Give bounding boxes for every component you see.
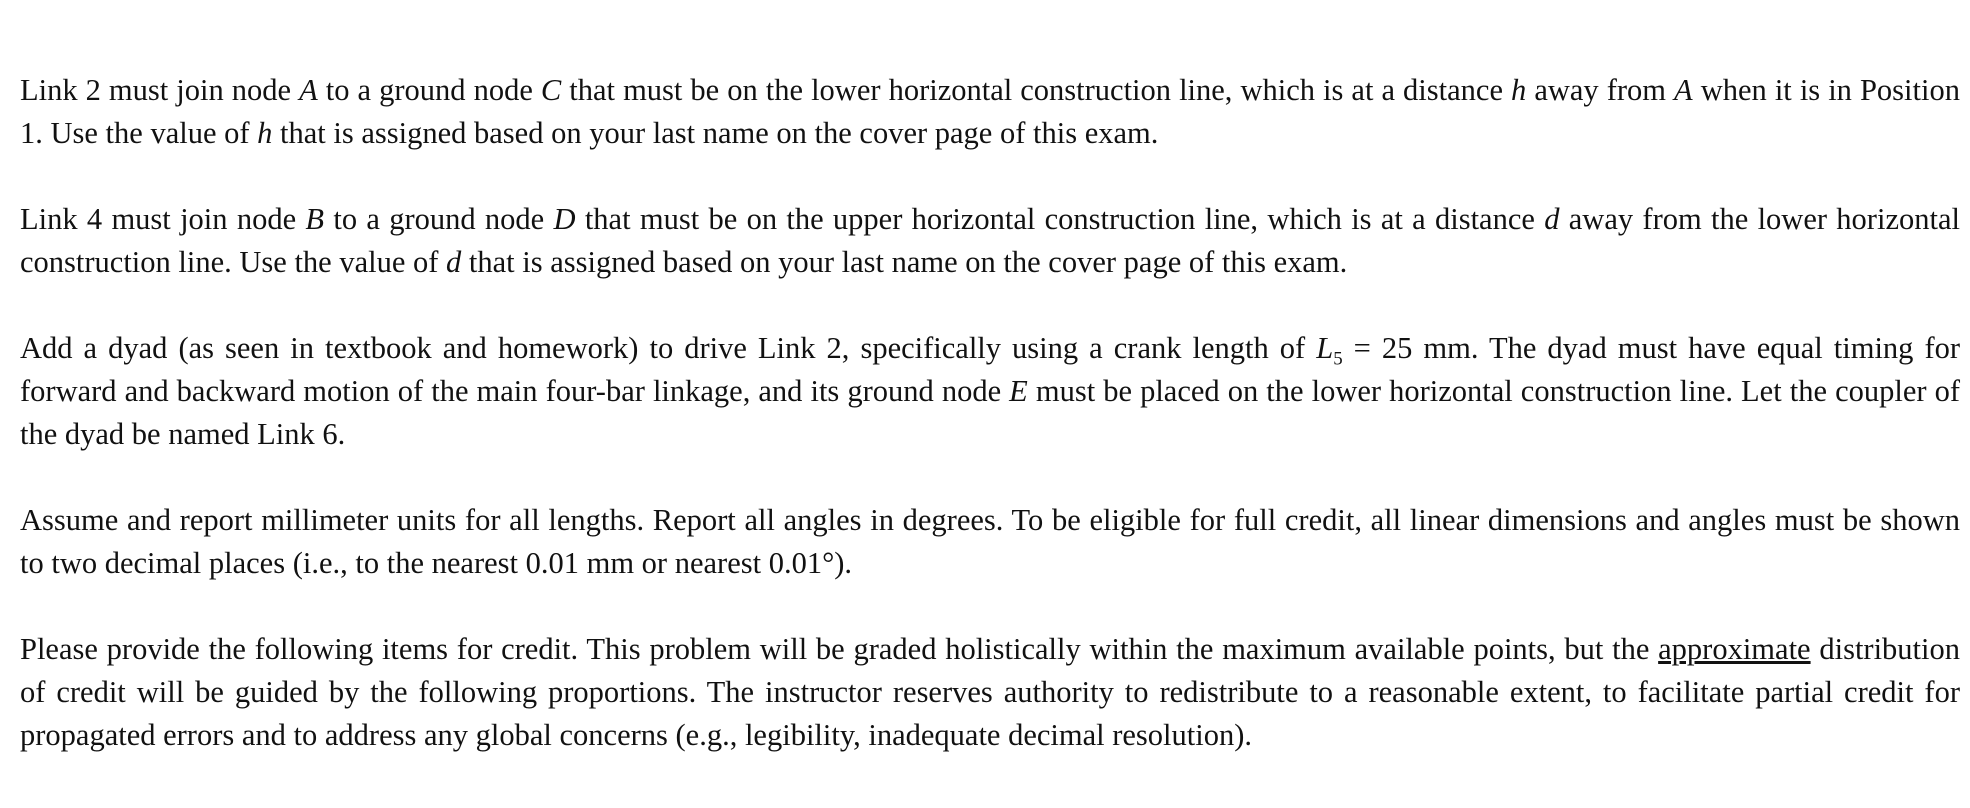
text-run: Add a dyad (as seen in textbook and homework) to drive Link 2, specifically using a crank length of xyxy=(20,331,1317,365)
text-run: that must be on the upper horizontal construction line, which is at a distance xyxy=(575,202,1545,236)
text-run: away from xyxy=(1526,73,1675,107)
document-body xyxy=(20,69,1960,757)
variable-c: C xyxy=(540,73,562,107)
text-run: = 25 mm. The dyad must have equal timing for forward and backward motion of the main four-bar linkage, and its ground node xyxy=(20,331,1961,408)
variable-d-node: D xyxy=(553,202,576,236)
variable-a: A xyxy=(299,73,318,107)
text-run: when it is in Position 1. Use the value of xyxy=(20,73,1960,150)
paragraph-credit xyxy=(20,628,1960,757)
paragraph-link4 xyxy=(20,198,1960,284)
text-run: Please provide the following items for credit. This problem will be graded holistically within the maximum available points, but the xyxy=(20,632,1659,666)
text-run: that is assigned based on your last name on the cover page of this exam. xyxy=(461,245,1348,279)
text-run: that is assigned based on your last name on the cover page of this exam. xyxy=(272,116,1159,150)
text-run: Assume and report millimeter units for all lengths. Report all angles in degrees. To be eligible for full credit, all linear dimensions and angles must be shown to two decimal places (i.e., to the nearest 0.01 mm or nearest 0.01°). xyxy=(20,503,1960,580)
text-run: to a ground node xyxy=(317,73,541,107)
text-run: Link 2 must join node xyxy=(20,73,300,107)
variable-e: E xyxy=(1009,374,1028,408)
text-run: Link 4 must join node xyxy=(20,202,306,236)
text-run: to a ground node xyxy=(324,202,554,236)
text-run: must be placed on the lower horizontal construction line. Let the coupler of the dyad be named Link 6. xyxy=(20,374,1960,451)
text-run: away from the lower horizontal construction line. Use the value of xyxy=(20,202,1960,279)
variable-d: d xyxy=(1544,202,1560,236)
underlined-approximate: approximate xyxy=(1658,632,1811,666)
text-run: distribution of credit will be guided by the following proportions. The instructor reserves authority to redistribute to a reasonable extent, to facilitate partial credit for propagated errors and to address any global concerns (e.g., legibility, inadequate decimal resolution). xyxy=(20,632,1960,752)
variable-b: B xyxy=(305,202,325,236)
variable-h: h xyxy=(1511,73,1527,107)
variable-a: A xyxy=(1674,73,1693,107)
variable-l: L xyxy=(1316,331,1334,365)
subscript-5: 5 xyxy=(1333,348,1343,370)
paragraph-link2 xyxy=(20,69,1960,155)
text-run: that must be on the lower horizontal construction line, which is at a distance xyxy=(561,73,1512,107)
paragraph-dyad xyxy=(20,327,1960,456)
variable-d: d xyxy=(446,245,462,279)
variable-h: h xyxy=(257,116,273,150)
paragraph-units xyxy=(20,499,1960,585)
